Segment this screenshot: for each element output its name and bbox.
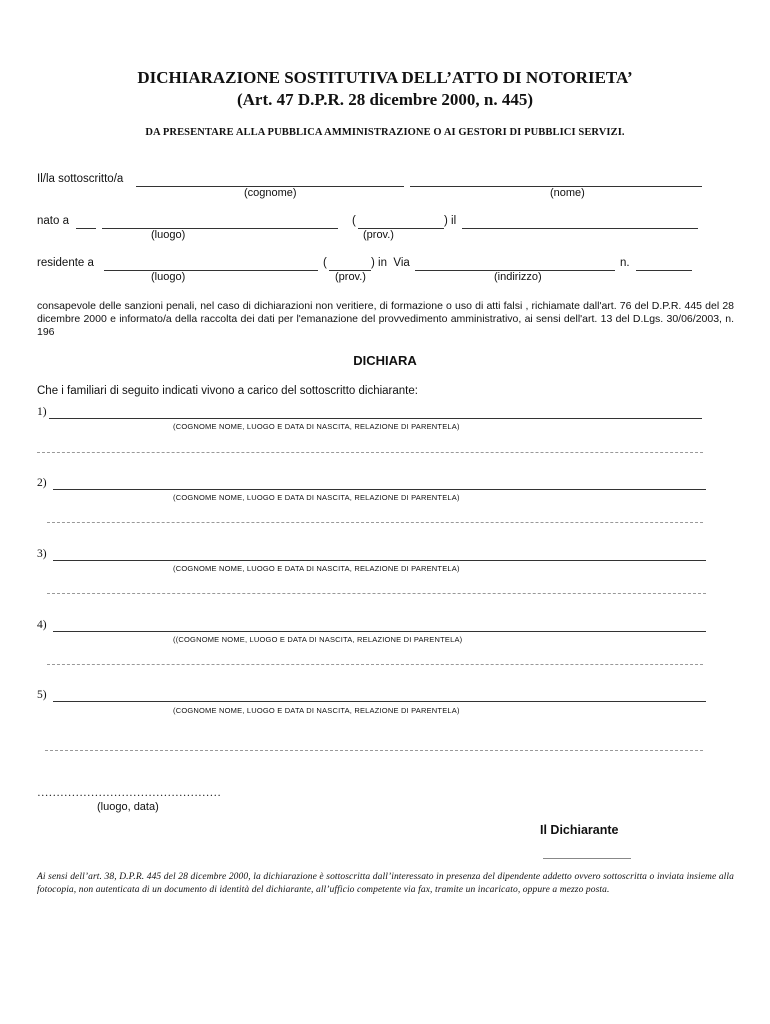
family-member-hint: (COGNOME NOME, LUOGO E DATA DI NASCITA, RELAZIONE DI PARENTELA) bbox=[173, 706, 460, 715]
data-nascita-field[interactable] bbox=[462, 228, 698, 229]
il-label: ) il bbox=[444, 215, 457, 227]
nato-label: nato a bbox=[37, 215, 69, 227]
numero-civico-field[interactable] bbox=[636, 270, 692, 271]
prov-hint: (prov.) bbox=[363, 229, 394, 241]
document-legal-reference: (Art. 47 D.P.R. 28 dicembre 2000, n. 445) bbox=[236, 90, 534, 109]
dichiarante-label: Il Dichiarante bbox=[540, 823, 619, 837]
signature-field[interactable] bbox=[543, 858, 631, 859]
residenza-prov-hint: (prov.) bbox=[335, 271, 366, 283]
family-member-number: 3) bbox=[37, 548, 47, 560]
family-member-number: 5) bbox=[37, 689, 47, 701]
document-subtitle: DA PRESENTARE ALLA PUBBLICA AMMINISTRAZIONE O AI GESTORI DI PUBBLICI SERVIZI. bbox=[145, 127, 625, 138]
luogo-nascita-field[interactable] bbox=[102, 228, 338, 229]
family-member-number: 1) bbox=[37, 406, 47, 418]
family-member-5-field[interactable] bbox=[53, 701, 706, 702]
family-member-hint: ((COGNOME NOME, LUOGO E DATA DI NASCITA, RELAZIONE DI PARENTELA) bbox=[173, 635, 463, 644]
luogo-hint: (luogo) bbox=[151, 229, 186, 241]
indirizzo-hint: (indirizzo) bbox=[494, 271, 542, 283]
family-member-number: 2) bbox=[37, 477, 47, 489]
nato-prefix-field[interactable] bbox=[76, 228, 96, 229]
nome-hint: (nome) bbox=[550, 187, 585, 199]
family-member-4-extra-line[interactable] bbox=[47, 664, 703, 665]
consapevole-paragraph: consapevole delle sanzioni penali, nel caso di dichiarazioni non veritiere, di formazione o uso di atti falsi , richiamate dall'art. 76 del D.P.R. 445 del 28 dicembre 2000 e informato/a della raccolta dei dati per l'emanazione del provvedimento amministrativo, ai sensi dell'art. 13 del D.Lgs. 30/06/2003, n. 196 bbox=[37, 300, 734, 338]
family-member-5-extra-line[interactable] bbox=[45, 750, 703, 751]
footer-legal-note: Ai sensi dell’art. 38, D.P.R. 445 del 28 dicembre 2000, la dichiarazione è sottoscritta dall’interessato in presenza del dipendente addetto ovvero sottoscritta o inviata insieme alla fotocopia, non autenticata di un documento di identità del dichiarante, all’ufficio competente via fax, tramite un incaricato, oppure a mezzo posta. bbox=[37, 872, 734, 895]
document-title: DICHIARAZIONE SOSTITUTIVA DELL’ATTO DI NOTORIETA’ bbox=[137, 68, 633, 87]
family-member-2-field[interactable] bbox=[53, 489, 706, 490]
family-member-2-extra-line[interactable] bbox=[47, 522, 703, 523]
family-member-hint: (COGNOME NOME, LUOGO E DATA DI NASCITA, RELAZIONE DI PARENTELA) bbox=[173, 493, 460, 502]
family-member-number: 4) bbox=[37, 619, 47, 631]
family-member-hint: (COGNOME NOME, LUOGO E DATA DI NASCITA, RELAZIONE DI PARENTELA) bbox=[173, 564, 460, 573]
familiari-intro: Che i familiari di seguito indicati vivono a carico del sottoscritto dichiarante: bbox=[37, 385, 418, 397]
family-member-3-field[interactable] bbox=[53, 560, 706, 561]
luogo-data-hint: (luogo, data) bbox=[97, 801, 159, 813]
family-member-1-field[interactable] bbox=[49, 418, 702, 419]
cognome-hint: (cognome) bbox=[244, 187, 297, 199]
luogo-data-field[interactable]: ………………………………………… bbox=[37, 787, 221, 799]
residente-label: residente a bbox=[37, 257, 94, 269]
numero-label: n. bbox=[620, 257, 630, 269]
residenza-prov-open-paren: ( bbox=[323, 257, 327, 269]
family-member-4-field[interactable] bbox=[53, 631, 706, 632]
sottoscritto-label: Il/la sottoscritto/a bbox=[37, 173, 124, 185]
family-member-3-extra-line[interactable] bbox=[47, 593, 706, 594]
family-member-hint: (COGNOME NOME, LUOGO E DATA DI NASCITA, RELAZIONE DI PARENTELA) bbox=[173, 422, 460, 431]
residenza-luogo-hint: (luogo) bbox=[151, 271, 186, 283]
residenza-luogo-field[interactable] bbox=[104, 270, 318, 271]
dichiara-heading: DICHIARA bbox=[353, 353, 417, 368]
family-member-1-extra-line[interactable] bbox=[37, 452, 703, 453]
prov-open-paren: ( bbox=[352, 215, 356, 227]
in-via-label: ) in Via bbox=[371, 257, 410, 269]
